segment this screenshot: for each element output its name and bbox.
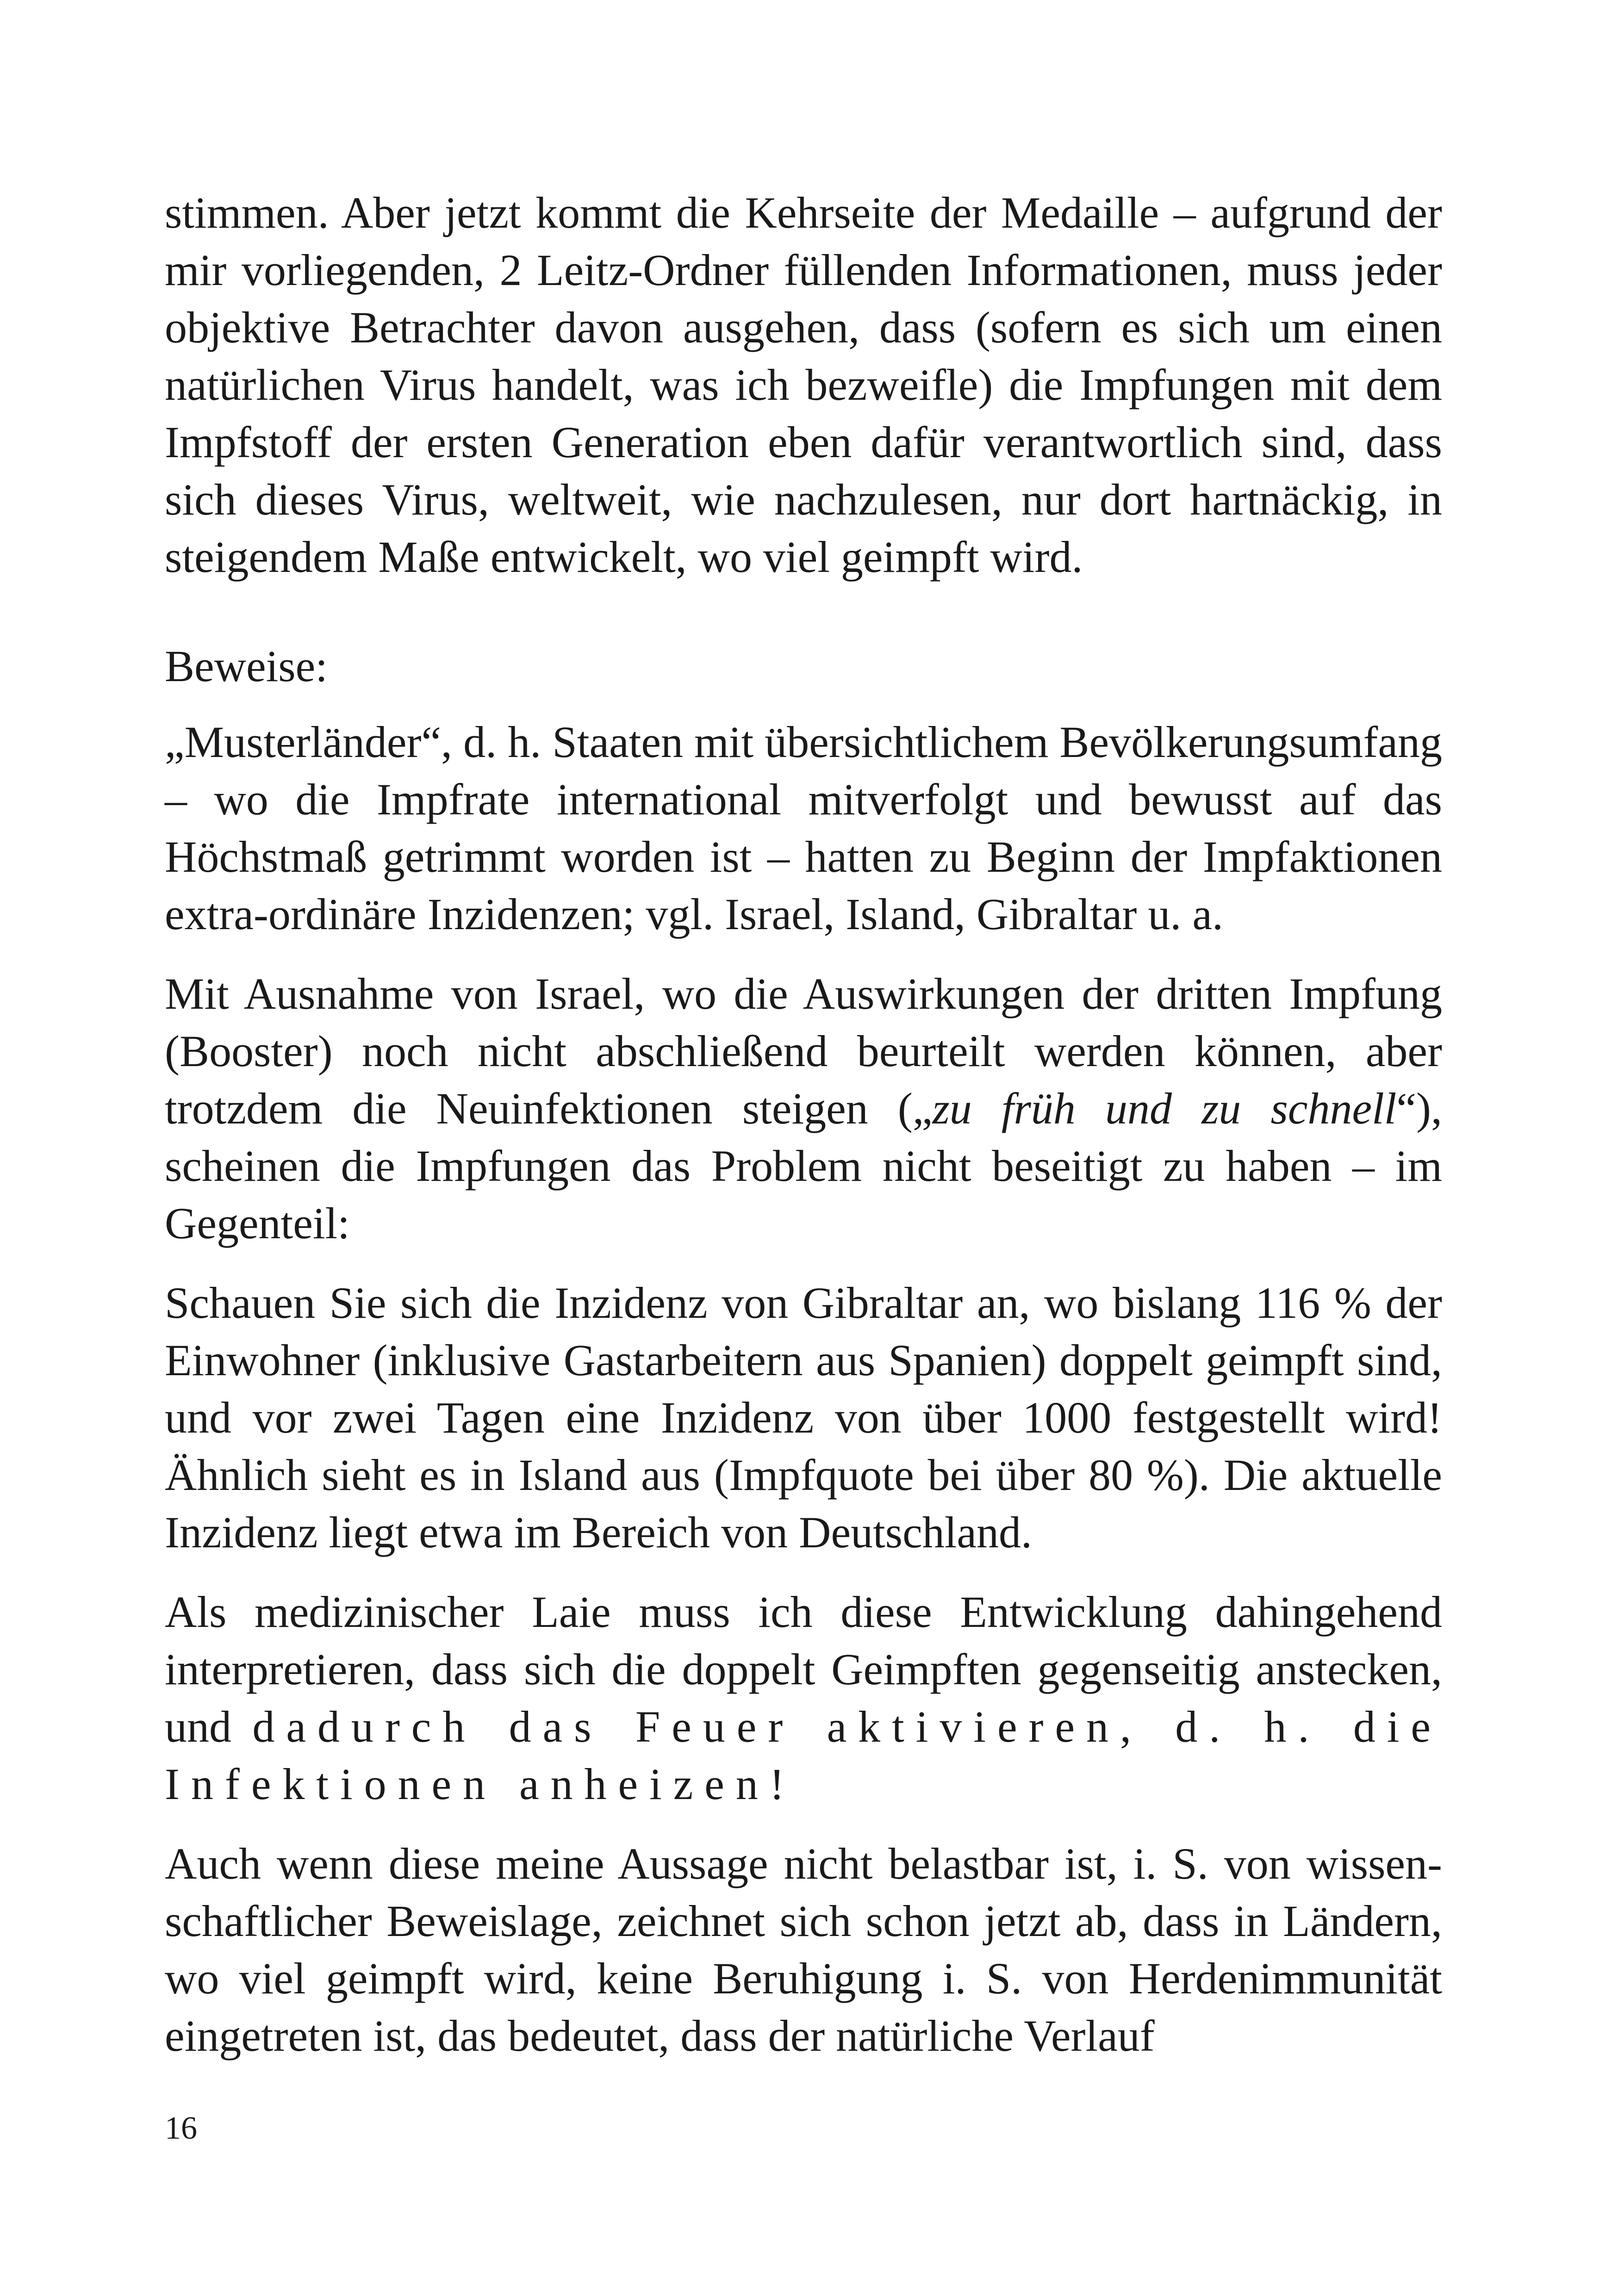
paragraph-intro: stimmen. Aber jetzt kommt die Kehrseite der Medaille – aufgrund der mir vorliegenden, 2 Leitz-Ordner füllenden Informationen, muss jeder objektive Betrachter davon ausgehen, dass (sofern es sich um einen natürlichen Virus handelt, was ich bezweifle) die Impfungen mit dem Impfstoff der ersten Generation eben dafür verantwortlich sind, dass sich dieses Virus, weltweit, wie nachzulesen, nur dort hartnäckig, in steigendem Maße entwickelt, wo viel geimpft wird. bbox=[165, 188, 1442, 582]
paragraph-model-countries: „Musterländer“, d. h. Staaten mit übersichtlichem Bevölkerungsumfang – wo die Impfrate international mitverfolgt und bewusst auf das Höchstmaß getrimmt worden ist – hatten zu Beginn der Impfaktionen extra-ordinäre Inzidenzen; vgl. Israel, Island, Gibraltar u. a. bbox=[165, 717, 1442, 939]
spaced-emphasis: dadurch das Feuer aktivieren, d. h. die Infektionen anheizen! bbox=[165, 1702, 1442, 1809]
paragraph-conclusion: Auch wenn diese meine Aussage nicht belastbar ist, i. S. von wissenschaftlicher Beweislage, zeichnet sich schon jetzt ab, dass in Ländern, wo viel geimpft wird, keine Beruhigung i. S. von Herdenimmunität eingetreten ist, das bedeutet, dass der natürliche Verlauf bbox=[165, 1839, 1442, 2060]
paragraph-israel bbox=[165, 965, 1442, 1252]
paragraph-interpretation-text: Als medizinischer Laie muss ich diese Entwicklung dahingehend interpretieren, dass sich die doppelt Geimpften gegenseitig anstecken, und bbox=[165, 1587, 1442, 1751]
paragraph-gibraltar: Schauen Sie sich die Inzidenz von Gibraltar an, wo bislang 116 % der Einwohner (inklusive Gastarbeitern aus Spanien) doppelt geimpft sind, und vor zwei Tagen eine Inzidenz von über 1000 festgestellt wird! Ähnlich sieht es in Island aus (Impfquote bei über 80 %). Die aktuelle Inzidenz liegt etwa im Bereich von Deutschland. bbox=[165, 1278, 1442, 1557]
italic-quote: zu früh und zu schnell bbox=[932, 1084, 1397, 1133]
paragraph-interpretation bbox=[165, 1583, 1442, 1813]
paragraph-israel-text: Mit Ausnahme von Israel, wo die Auswirkungen der dritten Impfung (Booster) noch nicht abschließend beurteilt werden können, aber trotzdem die Neuinfektionen steigen („ bbox=[165, 969, 1442, 1133]
page-number: 16 bbox=[165, 2110, 197, 2146]
body-text bbox=[165, 184, 1442, 2087]
paragraph-israel-text-end: “), scheinen die Impfungen das Problem nicht beseitigt zu haben – im Gegenteil: bbox=[165, 1084, 1442, 1248]
paragraph-evidence-heading: Beweise: bbox=[165, 641, 328, 691]
